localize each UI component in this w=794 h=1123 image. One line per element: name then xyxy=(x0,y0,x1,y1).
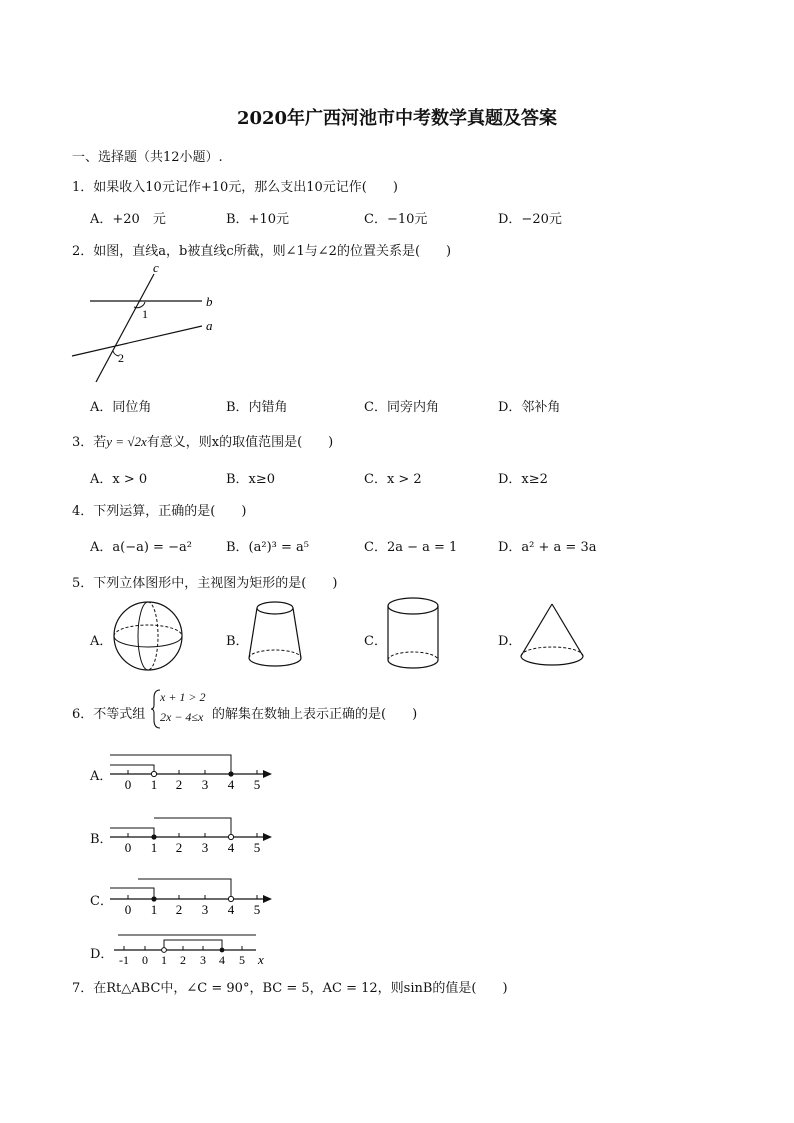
q2-option-c[interactable]: C．同旁内角 xyxy=(364,400,439,415)
line-c xyxy=(96,274,154,382)
tick-label: 5 xyxy=(253,777,261,792)
tick-label: 2 xyxy=(175,777,183,792)
tick-label: 4 xyxy=(227,777,235,792)
q2-option-b[interactable]: B．内错角 xyxy=(226,400,288,415)
tick-label: 2 xyxy=(180,953,186,967)
q3-option-a[interactable]: A．x > 0 xyxy=(90,472,148,487)
q2-option-d[interactable]: D．邻补角 xyxy=(498,400,561,415)
label-angle-2: 2 xyxy=(118,351,124,365)
section-heading: 一、选择题（共12小题）. xyxy=(72,150,223,165)
system-line-2: 2x − 4≤x xyxy=(160,710,204,724)
q5-option-d[interactable]: D． xyxy=(498,634,522,649)
q3-option-c[interactable]: C．x > 2 xyxy=(364,472,422,487)
tick-label: 0 xyxy=(124,840,132,855)
axis-label-x: x xyxy=(258,952,264,967)
cylinder-figure xyxy=(384,596,446,676)
number-line-b xyxy=(104,815,276,855)
system-line-1: x + 1 > 2 xyxy=(160,690,206,704)
q4-option-d[interactable]: D．a² + a = 3a xyxy=(498,540,597,555)
q3-option-d[interactable]: D．x≥2 xyxy=(498,472,548,487)
q4-option-a[interactable]: A．a(−a) = −a² xyxy=(90,540,192,555)
tick-label: 4 xyxy=(227,840,235,855)
tick-label: 1 xyxy=(150,777,158,792)
q3-stem-prefix: 3．若 xyxy=(72,435,107,450)
tick-label: 3 xyxy=(201,777,209,792)
tick-label: 3 xyxy=(201,902,209,917)
page-title: 2020年广西河池市中考数学真题及答案 xyxy=(236,108,558,129)
q1-option-b[interactable]: B．+10元 xyxy=(226,212,289,227)
q6-option-b[interactable]: B． xyxy=(90,832,113,847)
q5-option-c[interactable]: C． xyxy=(364,634,387,649)
frustum-figure xyxy=(244,600,308,670)
tick-label: 0 xyxy=(124,777,132,792)
tick-label: 1 xyxy=(150,840,158,855)
number-line-a xyxy=(104,752,276,792)
tick-label: 4 xyxy=(227,902,235,917)
tick-label: 3 xyxy=(201,840,209,855)
tick-label: 1 xyxy=(161,953,167,967)
question-5-stem: 5．下列立体图形中，主视图为矩形的是( ) xyxy=(72,576,338,591)
label-a: a xyxy=(206,318,213,333)
q2-option-a[interactable]: A．同位角 xyxy=(90,400,152,415)
question-7-stem: 7．在Rt△ABC中，∠C = 90°，BC = 5，AC = 12，则sinB的值是( ) xyxy=(72,981,508,996)
tick-label: 5 xyxy=(253,840,261,855)
q5-option-b[interactable]: B． xyxy=(226,634,249,649)
tick-label: 4 xyxy=(219,953,225,967)
q6-option-a[interactable]: A． xyxy=(90,769,113,784)
label-b: b xyxy=(206,294,213,309)
tick-label: 2 xyxy=(175,840,183,855)
question-4-stem: 4．下列运算，正确的是( ) xyxy=(72,504,247,519)
question-2-stem: 2．如图，直线a，b被直线c所截，则∠1与∠2的位置关系是( ) xyxy=(72,244,452,259)
q1-option-d[interactable]: D．−20元 xyxy=(498,212,562,227)
q3-formula: y = √2x xyxy=(106,434,147,449)
line-a xyxy=(72,326,202,356)
question-6-stem-suffix: 的解集在数轴上表示正确的是( ) xyxy=(212,707,418,722)
question-1-stem: 1．如果收入10元记作+10元，那么支出10元记作( ) xyxy=(72,180,398,195)
question-3-stem xyxy=(72,431,333,450)
q3-stem-suffix: 有意义，则x的取值范围是( ) xyxy=(146,435,334,450)
question-6-stem-prefix: 6．不等式组 xyxy=(72,707,146,722)
tick-label: 0 xyxy=(142,953,148,967)
tick-label: 1 xyxy=(150,902,158,917)
tick-label: 5 xyxy=(239,953,245,967)
q1-option-c[interactable]: C．−10元 xyxy=(364,212,428,227)
sphere-figure xyxy=(110,600,190,676)
q6-option-d[interactable]: D． xyxy=(90,947,114,962)
q1-option-a[interactable]: A．+20 元 xyxy=(90,212,166,227)
number-line-c xyxy=(104,877,276,917)
q5-option-a[interactable]: A． xyxy=(90,634,113,649)
label-angle-1: 1 xyxy=(142,307,148,321)
label-c: c xyxy=(153,260,159,275)
tick-label: 2 xyxy=(175,902,183,917)
tick-label: 5 xyxy=(253,902,261,917)
parallel-lines-figure xyxy=(66,260,236,388)
q4-option-b[interactable]: B．(a²)³ = a⁵ xyxy=(226,540,309,555)
tick-label: 0 xyxy=(124,902,132,917)
tick-label: -1 xyxy=(119,953,129,967)
tick-label: 3 xyxy=(200,953,206,967)
number-line-d xyxy=(110,930,272,968)
q4-option-c[interactable]: C．2a − a = 1 xyxy=(364,540,458,555)
cone-figure xyxy=(518,600,590,672)
q3-option-b[interactable]: B．x≥0 xyxy=(226,472,276,487)
q6-option-c[interactable]: C． xyxy=(90,894,113,909)
